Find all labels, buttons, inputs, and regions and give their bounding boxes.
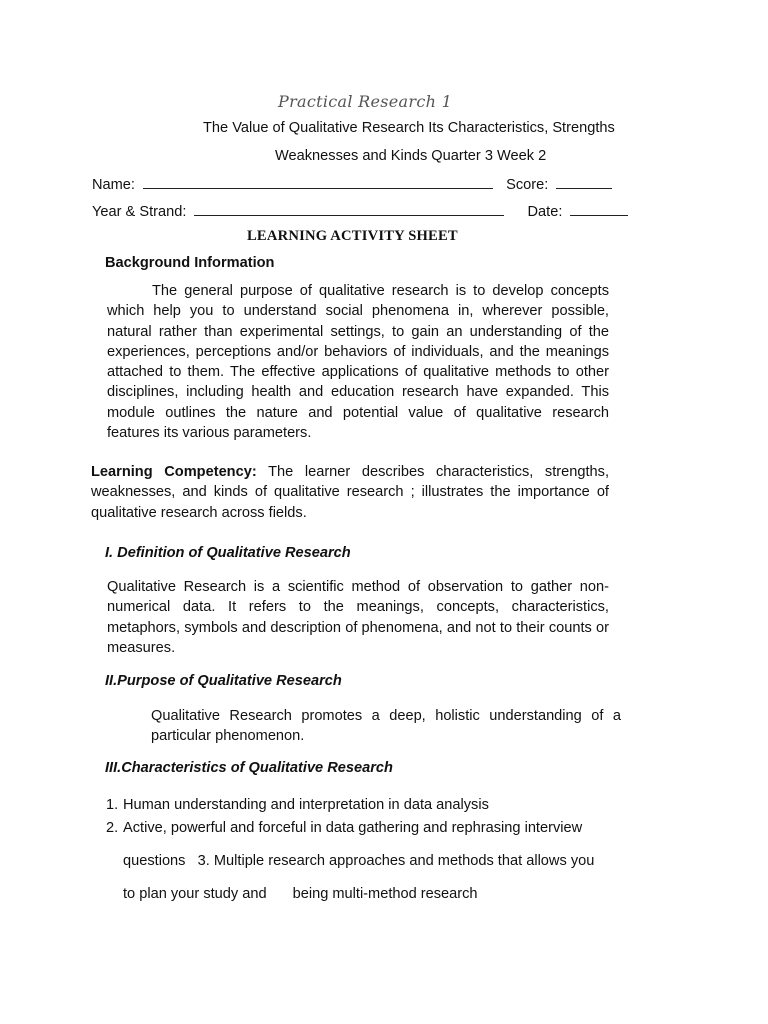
- year-date-row: [92, 202, 637, 220]
- list-text: being multi-method research: [292, 886, 478, 902]
- year-strand-label: Year & Strand:: [92, 204, 187, 220]
- name-label: Name:: [92, 177, 135, 193]
- background-text: The general purpose of qualitative research is to develop concepts which help you to understand social phenomena in, wherever possible, natural rather than experimental settings, to gain an understanding of the experiences, perceptions and/or behaviors of individuals, and the meanings attached to them. The effective applications of qualitative methods to other disciplines, including health and education research have expanded. This module outlines the nature and potential value of qualitative research features its various parameters.: [107, 283, 609, 442]
- list-item: [106, 820, 582, 836]
- list-item: [106, 797, 489, 813]
- list-text: Human understanding and interpretation in data analysis: [123, 797, 489, 813]
- list-number: 2.: [106, 820, 119, 836]
- background-heading: Background Information: [105, 255, 275, 271]
- list-item-continuation: [123, 853, 594, 869]
- learning-competency-label: Learning Competency:: [91, 464, 257, 480]
- list-item-continuation: [123, 886, 478, 902]
- date-label: Date:: [527, 204, 563, 220]
- score-label: Score:: [506, 177, 549, 193]
- course-title: Practical Research 1: [278, 92, 453, 111]
- list-text: Active, powerful and forceful in data gathering and rephrasing interview: [123, 820, 583, 836]
- definition-paragraph: Qualitative Research is a scientific method of observation to gather non-numerical data. It refers to the meanings, concepts, characteristics, metaphors, symbols and description of phenomena, and not to their counts or measures.: [107, 579, 609, 656]
- list-text: questions: [123, 853, 186, 869]
- date-field[interactable]: [570, 202, 628, 216]
- learning-competency-paragraph: [91, 462, 609, 523]
- list-text: 3. Multiple research approaches and methods that allows you: [197, 853, 595, 869]
- year-strand-field[interactable]: [194, 202, 504, 216]
- characteristics-heading: III.Characteristics of Qualitative Research: [105, 760, 393, 776]
- list-number: 1.: [106, 797, 119, 813]
- learning-competency-text: The learner describes characteristics, strengths, weaknesses, and kinds of qualitative research ; illustrates the importance of qualitative research across fields.: [91, 464, 610, 521]
- definition-heading: I. Definition of Qualitative Research: [105, 545, 351, 561]
- background-paragraph: [107, 281, 609, 443]
- score-field[interactable]: [556, 175, 612, 189]
- name-field[interactable]: [143, 175, 493, 189]
- document-subtitle-line-2: Weaknesses and Kinds Quarter 3 Week 2: [275, 148, 547, 164]
- list-text: to plan your study and: [123, 886, 267, 902]
- document-subtitle-line-1: The Value of Qualitative Research Its Characteristics, Strengths: [203, 120, 615, 136]
- name-score-row: [92, 175, 637, 193]
- sheet-title: LEARNING ACTIVITY SHEET: [247, 228, 458, 244]
- purpose-heading: II.Purpose of Qualitative Research: [105, 673, 342, 689]
- purpose-paragraph: Qualitative Research promotes a deep, holistic understanding of a particular phenomenon.: [151, 708, 621, 745]
